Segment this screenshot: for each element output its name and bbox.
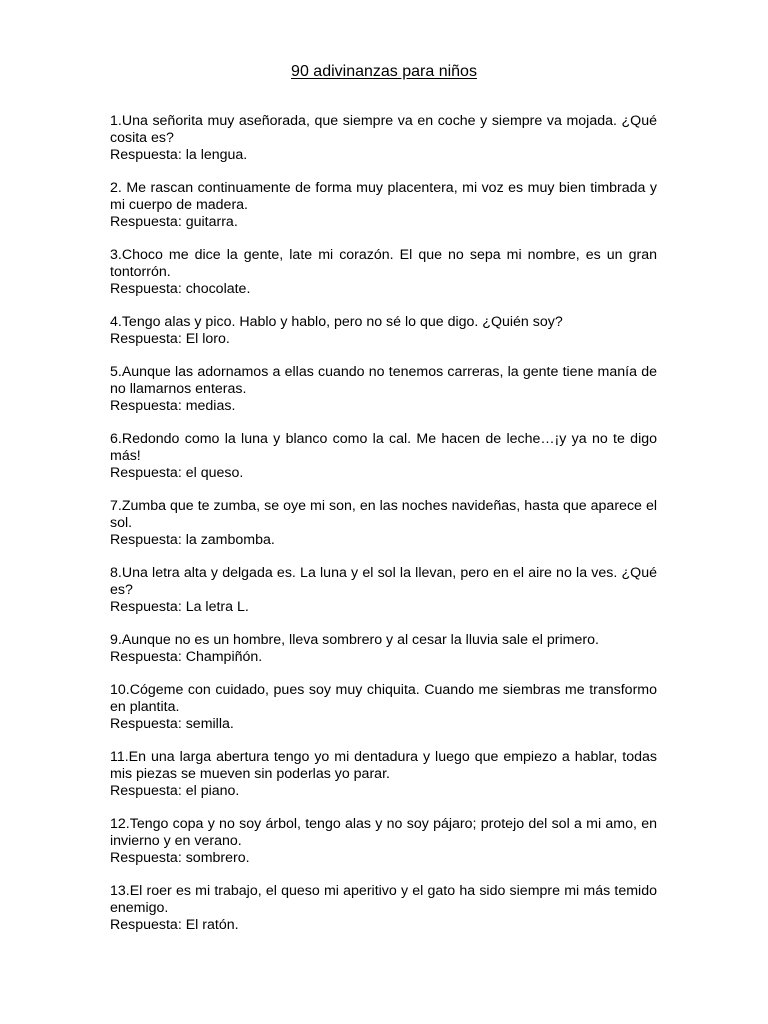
riddle-answer: Respuesta: chocolate. (110, 281, 251, 297)
riddle-answer: Respuesta: La letra L. (110, 599, 249, 615)
riddle-question: 11.En una larga abertura tengo yo mi dentadura y luego que empiezo a hablar, todas mis piezas se mueven sin poderlas yo parar. (110, 749, 657, 782)
riddle-answer: Respuesta: semilla. (110, 716, 234, 732)
riddle-question: 13.El roer es mi trabajo, el queso mi aperitivo y el gato ha sido siempre mi más temido enemigo. (110, 883, 657, 916)
riddle-item (110, 749, 657, 800)
document-title: 90 adivinanzas para niños (291, 63, 477, 80)
riddle-item (110, 180, 657, 231)
riddle-answer: Respuesta: El ratón. (110, 917, 239, 933)
riddle-question: 7.Zumba que te zumba, se oye mi son, en las noches navideñas, hasta que aparece el sol. (110, 498, 657, 531)
riddle-question: 1.Una señorita muy aseñorada, que siempre va en coche y siempre va mojada. ¿Qué cosita es? (110, 113, 657, 146)
riddle-answer: Respuesta: el queso. (110, 465, 244, 481)
riddle-answer: Respuesta: El loro. (110, 331, 230, 347)
riddle-list (110, 113, 657, 950)
riddle-question: 2. Me rascan continuamente de forma muy placentera, mi voz es muy bien timbrada y mi cuerpo de madera. (110, 180, 657, 213)
riddle-question: 3.Choco me dice la gente, late mi corazón. El que no sepa mi nombre, es un gran tontorrón. (110, 247, 657, 280)
riddle-item (110, 883, 657, 934)
riddle-answer: Respuesta: Champiñón. (110, 649, 263, 665)
riddle-answer: Respuesta: sombrero. (110, 850, 250, 866)
riddle-question: 10.Cógeme con cuidado, pues soy muy chiquita. Cuando me siembras me transformo en plantita. (110, 682, 657, 715)
riddle-answer: Respuesta: la zambomba. (110, 532, 275, 548)
riddle-item (110, 247, 657, 298)
riddle-item (110, 816, 657, 867)
riddle-question: 8.Una letra alta y delgada es. La luna y el sol la llevan, pero en el aire no la ves. ¿Qué es? (110, 565, 657, 598)
riddle-question: 9.Aunque no es un hombre, lleva sombrero y al cesar la lluvia sale el primero. (110, 632, 599, 648)
riddle-question: 5.Aunque las adornamos a ellas cuando no tenemos carreras, la gente tiene manía de no llamarnos enteras. (110, 364, 657, 397)
riddle-item (110, 682, 657, 733)
riddle-item (110, 364, 657, 415)
riddle-item (110, 632, 657, 666)
riddle-item (110, 431, 657, 482)
riddle-question: 12.Tengo copa y no soy árbol, tengo alas y no soy pájaro; protejo del sol a mi amo, en invierno y en verano. (110, 816, 657, 849)
riddle-answer: Respuesta: guitarra. (110, 214, 238, 230)
riddle-question: 6.Redondo como la luna y blanco como la cal. Me hacen de leche…¡y ya no te digo más! (110, 431, 657, 464)
riddle-item (110, 498, 657, 549)
riddle-answer: Respuesta: el piano. (110, 783, 240, 799)
riddle-item (110, 314, 657, 348)
riddle-answer: Respuesta: la lengua. (110, 147, 248, 163)
riddle-item (110, 565, 657, 616)
riddle-question: 4.Tengo alas y pico. Hablo y hablo, pero no sé lo que digo. ¿Quién soy? (110, 314, 563, 330)
riddle-item (110, 113, 657, 164)
riddle-answer: Respuesta: medias. (110, 398, 236, 414)
